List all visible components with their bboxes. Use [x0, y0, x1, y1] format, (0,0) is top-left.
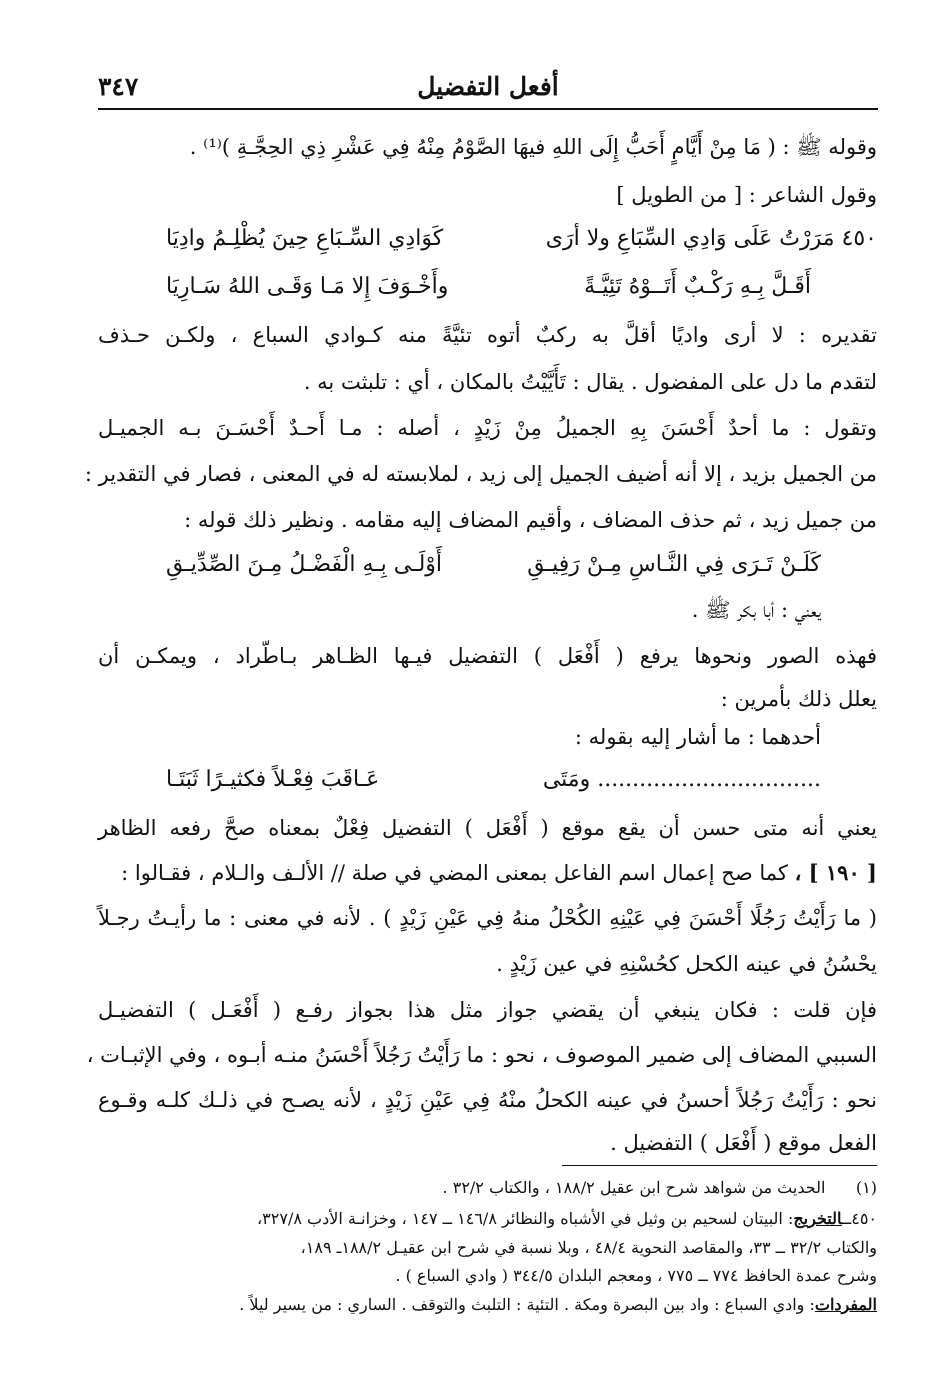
- body-line: ( ما رَأَيْتُ رَجُلًا أَحْسَنَ فِي عَيْنِهِ الكُحْلُ منهُ فِي عَيْنِ زَيْدٍ ) . لأنه في معنى : ما رأيـتُ رجـلاً: [98, 906, 877, 930]
- footnote-rule: [562, 1165, 877, 1166]
- verse-hemistich-left: كَوَادِي السِّـبَاعِ حِينَ يُظْلِـمُ وادِيَا: [166, 226, 444, 251]
- body-line: تقديره : لا أرى واديًا أقلَّ به ركبٌ أتوه تئيَّةً منه كـوادي السباع ، ولكـن حـذف: [98, 323, 877, 347]
- verse-hemistich-right: كَلَـنْ تَـرَى فِي النَّـاسِ مِـنْ رَفِيـقِ: [527, 552, 821, 577]
- verse-hemistich-left: أَوْلَـى بِـهِ الْفَضْـلُ مِـنَ الصِّدِّيـقِ: [166, 552, 443, 577]
- body-line: من جميل زيد ، ثم حذف المضاف ، وأقيم المضاف إليه مقامه . ونظير ذلك قوله :: [184, 508, 877, 532]
- body-line: يعلل ذلك بأمرين :: [720, 687, 877, 711]
- footnote: [98, 1176, 877, 1200]
- verse-hemistich-right: ٤٥٠ مَرَرْتُ عَلَى وَادِي السِّبَاعِ ولا أرَى: [545, 226, 877, 251]
- verse-hemistich-left: وأَخْـوَفَ إِلا مَـا وَقَـى اللهُ سَـارِيَا: [166, 274, 449, 299]
- footnote-number: (١): [855, 1178, 877, 1197]
- body-line: فهذه الصور ونحوها يرفع ( أَفْعَل ) التفضيل فيـها الظـاهر بـاطّراد ، ويمكـن أن: [98, 644, 877, 668]
- body-line: أحدهما : ما أشار إليه بقوله :: [574, 725, 821, 749]
- body-line: الفعل موقع ( أَفْعَل ) التفضيل .: [610, 1131, 877, 1155]
- page-number: ٣٤٧: [98, 72, 139, 101]
- body-line: وقول الشاعر : [ من الطويل ]: [616, 183, 877, 207]
- header-rule: [98, 108, 878, 110]
- footnote-label: التخريج: [793, 1209, 842, 1228]
- body-line: فإن قلت : فكان ينبغي أن يقضي جواز مثل هذا بجواز رفـع ( أَفْعَـل ) التفضيـل: [98, 998, 877, 1022]
- verse-hemistich-right: ................................ ومَتَى: [542, 767, 821, 792]
- body-line: [98, 858, 877, 888]
- chapter-title: أفعل التفضيل: [417, 72, 559, 101]
- running-header: [98, 72, 878, 108]
- body-line: السببي المضاف إلى ضمير الموصوف ، نحو : ما رَأَيْتُ رَجُلاً أَحْسَنُ منـه أبـوه ، وفي الإثبـات ،: [86, 1043, 877, 1067]
- footnote-text: الحديث من شواهد شرح ابن عقيل ١٨٨/٢ ، والكتاب ٣٢/٢ .: [442, 1178, 826, 1197]
- footnote-text: : البيتان لسحيم بن وثيل في الأشباه والنظائر ١٤٦/٨ ــ ١٤٧ ، وخزانـة الأدب ٣٢٧/٨،: [257, 1209, 794, 1228]
- body-line: من الجميل بزيد ، إلا أنه أضيف الجميل إلى زيد ، لملابسته له في المعنى ، فصار في التقدير :: [84, 462, 877, 486]
- footnote: [98, 1207, 877, 1231]
- manuscript-folio-marker: [ ١٩٠ ] ،: [794, 860, 877, 885]
- body-line: وقوله ﷺ : ( مَا مِنْ أَيَّامٍ أَحَبُّ إِلَى اللهِ فيهَا الصَّوْمُ مِنْهُ فِي عَشْرِ ذِي الحِجَّـةِ )⁽¹⁾ .: [189, 135, 877, 159]
- body-line: لتقدم ما دل على المفضول . يقال : تَأَيَّيْتُ بالمكان ، أي : تلبثت به .: [303, 370, 877, 394]
- footnote: [98, 1293, 877, 1317]
- footnote-continuation: وشرح عمدة الحافظ ٧٧٤ ــ ٧٧٥ ، ومعجم البلدان ٣٤٤/٥ ( وادي السباع ) .: [395, 1266, 877, 1285]
- body-line: يعني أنه متى حسن أن يقع موقع ( أَفْعَل ) التفضيل فِعْلٌ بمعناه صحَّ رفعه الظاهر: [98, 816, 877, 840]
- body-line: نحو : رَأَيْتُ رَجُلاً أحسنُ في عينه الكحلُ منْهُ فِي عَيْنِ زَيْدٍ ، لأنه يصـح في ذلـك كلـه وقـوع: [98, 1088, 877, 1112]
- verse-hemistich-left: عَـاقَبَ فِعْـلاً فكثيـرًا ثَبَتَـا: [166, 767, 380, 792]
- body-line: يعني : أبا بكر ﷺ .: [691, 598, 821, 622]
- verse-hemistich-right: أَقَـلَّ بِـهِ رَكْـبٌ أَتَــوْهُ تَئِيَّـةً: [584, 274, 811, 299]
- body-line: يحْسُنُ في عينه الكحل كحُسْنِهِ في عين زَيْدٍ .: [496, 952, 877, 976]
- body-line-text: كما صح إعمال اسم الفاعل بمعنى المضي في صلة // الألـف والـلام ، فقـالوا :: [121, 861, 788, 885]
- footnote-label: المفردات: [814, 1295, 877, 1314]
- body-line: وتقول : ما أحدٌ أَحْسَنَ بِهِ الجميلُ مِنْ زَيْدٍ ، أصله : مـا أَحـدٌ أَحْسَـنَ بـه الجميـل: [98, 416, 877, 440]
- footnote-text: : وادي السباع : واد بين البصرة ومكة . التئية : التلبث والتوقف . الساري : من يسير ليلاً .: [239, 1295, 815, 1314]
- footnote-number: ٤٥٠ــ: [841, 1209, 877, 1228]
- footnote-continuation: والكتاب ٣٢/٢ ــ ٣٣، والمقاصد النحوية ٤٨/٤ ، وبلا نسبة في شرح ابن عقيـل ١٨٨/٢ـ ١٨٩،: [300, 1238, 877, 1257]
